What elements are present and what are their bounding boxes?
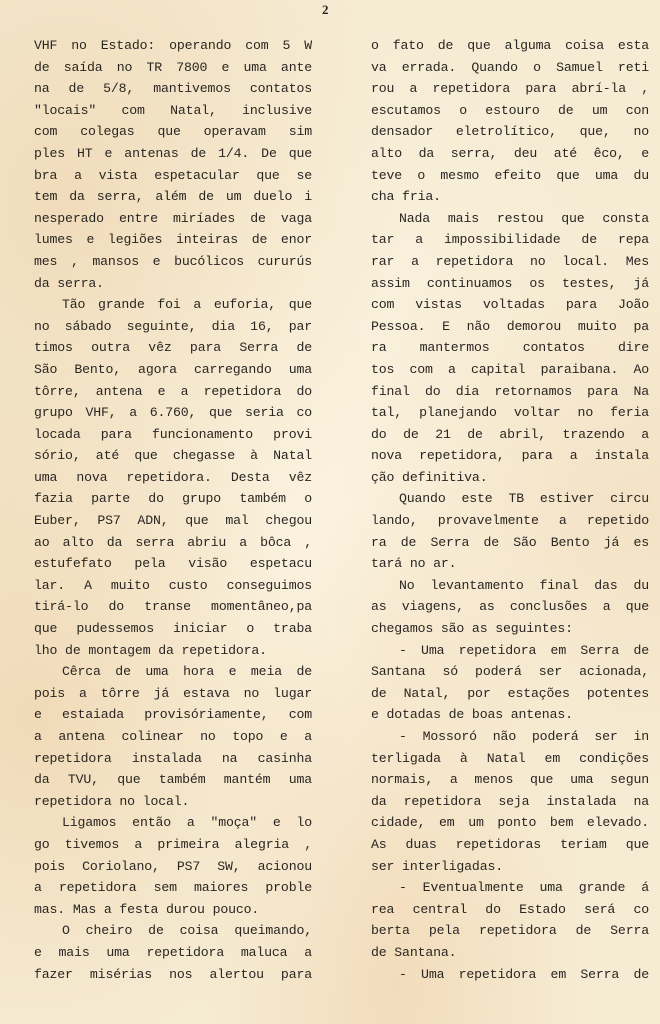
text-line: timos outra vêz para Serra de — [34, 340, 312, 356]
text-line: ra mantermos contatos dire — [371, 340, 649, 356]
text-line: densador eletrolítico, que, no — [371, 124, 649, 140]
text-line: cidade, em um ponto bem elevado. — [371, 815, 649, 831]
text-line: Nada mais restou que consta — [399, 210, 649, 226]
text-line: No levantamento final das du — [399, 577, 649, 593]
text-line: - Uma repetidora em Serra de — [399, 642, 649, 658]
text-line: da serra. — [34, 275, 104, 291]
text-line: a antena colinear no topo e a — [34, 729, 312, 744]
text-line: tará no ar. — [371, 556, 457, 572]
text-line: e dotadas de boas antenas. — [371, 707, 573, 723]
text-line: no sábado seguinte, dia 16, par — [34, 318, 312, 334]
text-line: tôrre, antena e a repetidora do — [34, 383, 312, 399]
text-line: com colegas que operavam sim — [34, 124, 312, 140]
text-line: repetidora instalada na casinha — [34, 750, 312, 766]
text-line: Ligamos então a "moça" e lo — [62, 815, 312, 831]
text-line: locada para funcionamento provi — [34, 426, 312, 442]
text-line: "locais" com Natal, inclusive — [34, 102, 312, 118]
text-line: pois a tôrre já estava no lugar — [34, 685, 312, 701]
text-line: tal, planejando voltar no feria — [371, 405, 649, 421]
text-line: fazia parte do grupo também o — [34, 491, 312, 507]
text-line: go tivemos a primeira alegria , — [34, 836, 312, 852]
text-line: Santana só poderá ser acionada, — [371, 664, 649, 680]
text-line: mes , mansos e bucólicos cururús — [34, 253, 312, 269]
text-line: normais, a menos que uma segun — [371, 772, 649, 788]
text-line: da TVU, que também mantém uma — [34, 772, 312, 788]
text-line: fazer misérias nos alertou para — [34, 966, 312, 982]
text-line: alto da serra, deu até êco, e — [371, 145, 649, 161]
text-line: rar a repetidora no local. Mes — [371, 253, 649, 269]
text-line: de saída no TR 7800 e uma ante — [34, 59, 312, 75]
text-line: de Natal, por estações potentes — [371, 685, 649, 701]
text-line: teve o mesmo efeito que uma du — [371, 167, 649, 183]
text-line: berta pela repetidora de Serra — [371, 923, 649, 939]
text-line: final do dia retornamos para Na — [371, 383, 649, 399]
text-line: ra de Serra de São Bento já es — [371, 534, 649, 550]
text-line: VHF no Estado: operando com 5 W — [34, 38, 312, 53]
page-number: 2 — [322, 2, 329, 17]
text-line: assim continuamos os testes, já — [371, 275, 649, 291]
text-line: lho de montagem da repetidora. — [34, 642, 267, 658]
text-line: a repetidora sem maiores proble — [34, 880, 312, 896]
text-line: Quando este TB estiver circu — [399, 491, 649, 507]
text-line: - Uma repetidora em Serra de — [399, 966, 649, 982]
text-line: rea central do Estado será co — [371, 901, 649, 917]
text-line: tar a impossibilidade de repa — [371, 232, 649, 248]
text-line: Euber, PS7 ADN, que mal chegou — [34, 513, 312, 529]
text-line: nova repetidora, para a instala — [371, 448, 649, 464]
text-line: va errada. Quando o Samuel reti — [371, 59, 649, 75]
text-line: ção definitiva. — [371, 469, 488, 485]
text-line: ser interligadas. — [371, 858, 503, 874]
text-line: cha fria. — [371, 189, 441, 205]
text-line: na de 5/8, mantivemos contatos — [34, 81, 312, 97]
text-line: São Bento, agora carregando uma — [34, 361, 312, 377]
text-line: bra a vista espetacular que se — [34, 167, 312, 183]
left-column — [34, 35, 312, 985]
text-line: pois Coriolano, PS7 SW, acionou — [34, 858, 312, 874]
text-line: grupo VHF, a 6.760, que seria co — [34, 405, 312, 421]
text-line: da repetidora seja instalada na — [371, 793, 649, 809]
text-line: mas. Mas a festa durou pouco. — [34, 901, 260, 917]
text-line: O cheiro de coisa queimando, — [62, 923, 312, 939]
text-line: e estaiada provisóriamente, com — [34, 707, 312, 723]
text-line: - Mossoró não poderá ser in — [399, 729, 649, 744]
text-line: lumes e legiões inteiras de enor — [34, 232, 312, 248]
text-line: tos com a capital paraibana. Ao — [371, 361, 649, 377]
text-line: rou a repetidora para abrí-la , — [371, 81, 649, 97]
text-line: as viagens, as conclusões a que — [371, 599, 649, 615]
text-line: e mais uma repetidora maluca a — [34, 944, 312, 960]
text-line: tirá-lo do transe momentâneo,pa — [34, 599, 312, 615]
text-line: - Eventualmente uma grande á — [399, 880, 649, 896]
text-line: sório, até que chegasse à Natal — [34, 448, 312, 464]
text-line: de Santana. — [371, 944, 457, 960]
text-line: As duas repetidoras teriam que — [371, 836, 649, 852]
text-line: o fato de que alguma coisa esta — [371, 38, 649, 53]
text-line: terligada à Natal em condições — [371, 750, 649, 766]
text-line: com vistas voltadas para João — [371, 297, 649, 313]
text-line: estufefato pela visão espetacu — [34, 556, 312, 572]
text-line: Tão grande foi a euforia, que — [62, 297, 312, 313]
text-line: do de 21 de abril, trazendo a — [371, 426, 649, 442]
text-line: ples HT e antenas de 1/4. De que — [34, 145, 312, 161]
text-line: Pessoa. E não demorou muito pa — [371, 318, 649, 334]
text-line: escutamos o estouro de um con — [371, 102, 649, 118]
text-line: lar. A muito custo conseguimos — [34, 577, 312, 593]
text-line: nesperado entre miríades de vaga — [34, 210, 312, 226]
text-line: Cêrca de uma hora e meia de — [62, 664, 312, 680]
text-line: lando, provavelmente a repetido — [371, 513, 649, 529]
text-line: tem da serra, além de um duelo i — [34, 189, 312, 205]
text-line: ao alto da serra abriu a bôca , — [34, 534, 312, 550]
right-column — [371, 35, 649, 985]
text-line: repetidora no local. — [34, 793, 190, 809]
text-line: chegamos são as seguintes: — [371, 621, 573, 637]
text-line: que pudessemos iniciar o traba — [34, 621, 312, 637]
text-line: uma nova repetidora. Desta vêz — [34, 469, 312, 485]
